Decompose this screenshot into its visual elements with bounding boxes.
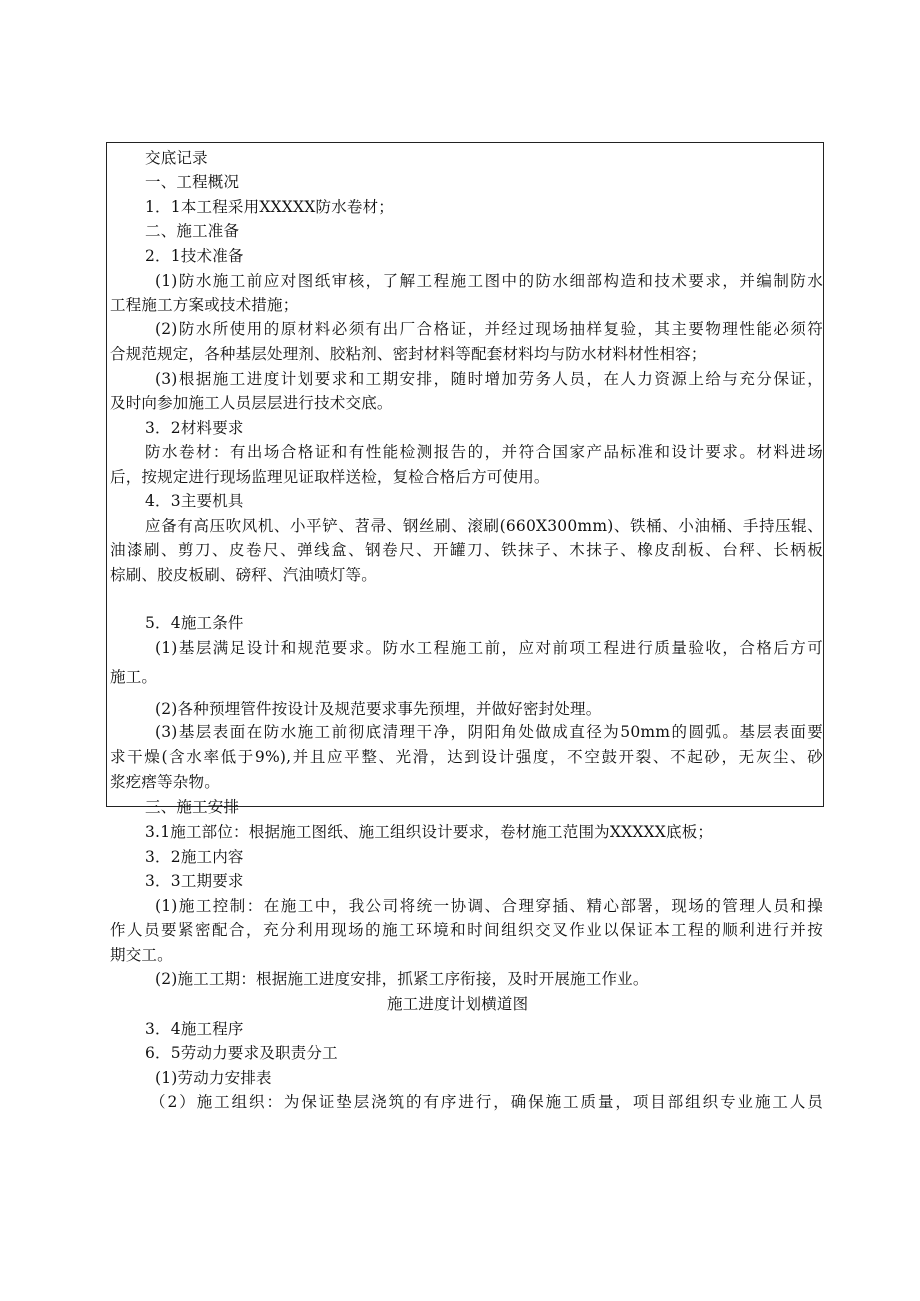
paragraph-line: (3)基层表面在防水施工前彻底清理干净，阴阳角处做成直径为50mm的圆弧。基层表面要 <box>155 723 823 741</box>
gantt-caption: 施工进度计划横道图 <box>387 995 529 1013</box>
section-3-heading: 三、施工安排 <box>145 798 240 816</box>
item-5-4-heading: 5．4施工条件 <box>145 614 244 632</box>
item-6-5-heading: 6．5劳动力要求及职责分工 <box>145 1044 338 1062</box>
item-1-1: 1．1本工程采用XXXXX防水卷材； <box>145 198 394 216</box>
paragraph-line: 求干燥(含水率低于9%),并且应平整、光滑，达到设计强度，不空鼓开裂、不起砂，无灰尘、砂 <box>110 748 823 766</box>
paragraph-line: 油漆刷、剪刀、皮卷尺、弹线盒、钢卷尺、开罐刀、铁抹子、木抹子、橡皮刮板、台秤、长柄板 <box>110 541 823 559</box>
item-2-1-heading: 2．1技术准备 <box>145 247 244 265</box>
paragraph-line: 应备有高压吹风机、小平铲、苕帚、钢丝刷、滚刷(660X300mm)、铁桶、小油桶、手持压辊、 <box>145 517 823 535</box>
paragraph-line: 棕刷、胶皮板刷、磅秤、汽油喷灯等。 <box>110 566 377 584</box>
labor-table-caption: (1)劳动力安排表 <box>155 1069 272 1087</box>
paragraph-line: (1)施工控制：在施工中，我公司将统一协调、合理穿插、精心部署，现场的管理人员和操 <box>155 897 823 915</box>
paragraph-line: 期交工。 <box>110 946 173 964</box>
paragraph-line: 作人员要紧密配合，充分利用现场的施工环境和时间组织交叉作业以保证本工程的顺利进行并按 <box>110 921 823 939</box>
paragraph-line: (2)施工工期：根据施工进度安排，抓紧工序衔接，及时开展施工作业。 <box>155 970 649 988</box>
item-3-2b-heading: 3．2施工内容 <box>145 848 244 866</box>
paragraph-line: 合规范规定，各种基层处理剂、胶粘剂、密封材料等配套材料均与防水材料材性相容； <box>110 345 707 363</box>
record-title: 交底记录 <box>145 149 208 167</box>
item-4-3-heading: 4．3主要机具 <box>145 492 244 510</box>
paragraph-line: 后，按规定进行现场监理见证取样送检，复检合格后方可使用。 <box>110 468 550 486</box>
paragraph-line: 防水卷材：有出场合格证和有性能检测报告的，并符合国家产品标准和设计要求。材料进场 <box>145 443 823 461</box>
paragraph-line: (2)各种预埋管件按设计及规范要求事先预埋，并做好密封处理。 <box>155 700 602 718</box>
section-1-heading: 一、工程概况 <box>145 173 240 191</box>
paragraph-line: 及时向参加施工人员层层进行技术交底。 <box>110 394 393 412</box>
section-2-heading: 二、施工准备 <box>145 222 240 240</box>
paragraph-line: 工程施工方案或技术措施； <box>110 296 299 314</box>
paragraph-line: （2）施工组织：为保证垫层浇筑的有序进行，确保施工质量，项目部组织专业施工人员 <box>150 1093 823 1111</box>
paragraph-line: (1)防水施工前应对图纸审核，了解工程施工图中的防水细部构造和技术要求，并编制防水 <box>155 272 823 290</box>
paragraph-line: (2)防水所使用的原材料必须有出厂合格证，并经过现场抽样复验，其主要物理性能必须符 <box>155 320 823 338</box>
paragraph-line: (3)根据施工进度计划要求和工期安排，随时增加劳务人员，在人力资源上给与充分保证， <box>155 370 823 388</box>
paragraph-line: (1)基层满足设计和规范要求。防水工程施工前，应对前项工程进行质量验收，合格后方可 <box>155 639 823 657</box>
item-3-1: 3.1施工部位：根据施工图纸、施工组织设计要求，卷材施工范围为XXXXX底板； <box>145 823 714 841</box>
paragraph-line: 施工。 <box>110 668 158 686</box>
item-3-4-heading: 3．4施工程序 <box>145 1020 244 1038</box>
item-3-3-heading: 3．3工期要求 <box>145 872 244 890</box>
item-3-2-heading: 3．2材料要求 <box>145 419 244 437</box>
paragraph-line: 浆疙瘩等杂物。 <box>110 773 220 791</box>
